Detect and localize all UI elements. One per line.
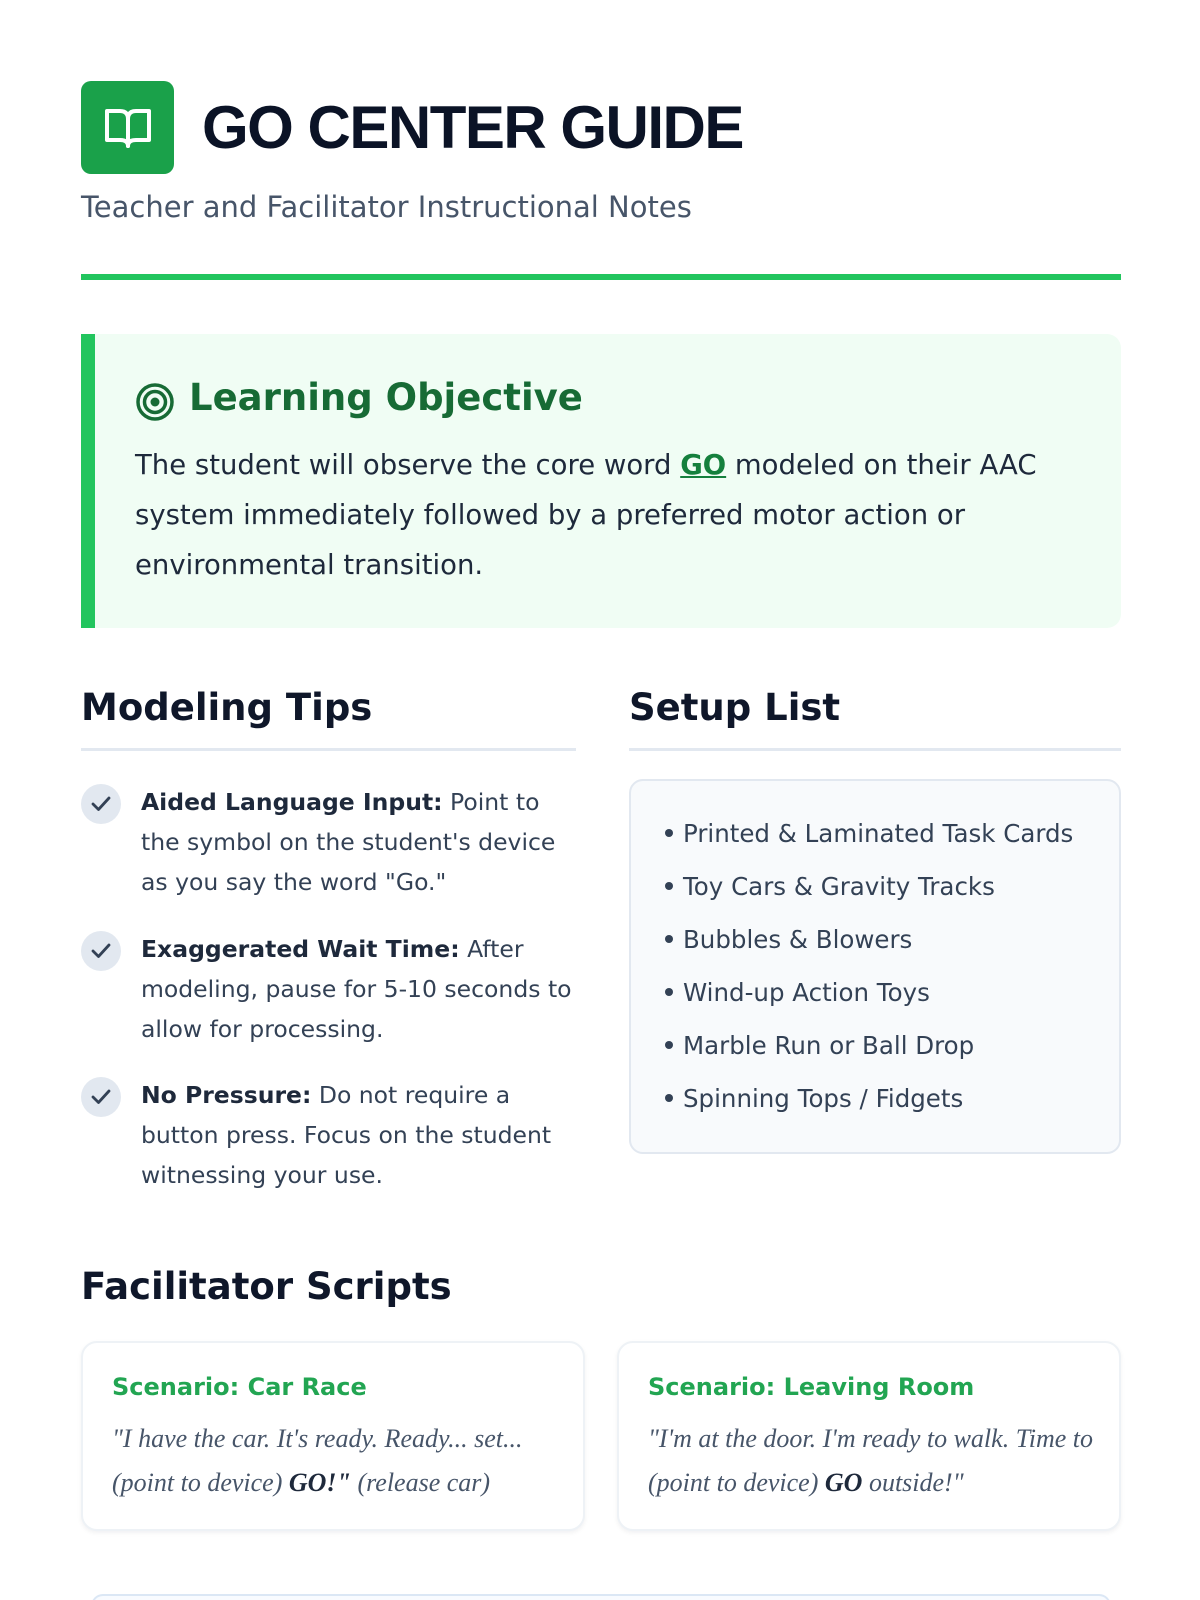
setup-list-item: Marble Run or Ball Drop — [665, 1031, 974, 1060]
script-card-text: "I have the car. It's ready. Ready... set... (point to device) GO!" (release car) — [112, 1424, 523, 1497]
tip-text: Point to the symbol on the student's device as you say the word "Go." — [141, 788, 556, 896]
checkmark-icon — [81, 784, 121, 824]
tip-label: Exaggerated Wait Time: — [141, 935, 460, 963]
page-title: GO CENTER GUIDE — [202, 94, 743, 161]
bullet-icon — [665, 829, 673, 837]
setup-list-item: Printed & Laminated Task Cards — [665, 819, 1073, 848]
setup-list-item: Bubbles & Blowers — [665, 925, 912, 954]
script-card-car-race — [81, 1341, 585, 1531]
page-header — [81, 81, 1121, 181]
modeling-tips-heading: Modeling Tips — [81, 686, 373, 729]
script-card-text: "I'm at the door. I'm ready to walk. Time to (point to device) GO outside!" — [648, 1424, 1093, 1497]
tip-text: Do not require a button press. Focus on the student witnessing your use. — [141, 1081, 552, 1189]
checkmark-icon — [81, 931, 121, 971]
core-word: GO — [680, 449, 727, 481]
page-subtitle: Teacher and Facilitator Instructional Notes — [81, 190, 692, 224]
learning-objective-panel — [81, 334, 1121, 628]
setup-list-item: Spinning Tops / Fidgets — [665, 1084, 963, 1113]
bullet-icon — [665, 1094, 673, 1102]
bullet-icon — [665, 988, 673, 996]
header-divider — [81, 274, 1121, 280]
checkmark-icon — [81, 1077, 121, 1117]
objective-title: Learning Objective — [189, 376, 583, 419]
setup-list-item: Toy Cars & Gravity Tracks — [665, 872, 995, 901]
next-section-edge — [91, 1594, 1111, 1600]
bullet-icon — [665, 882, 673, 890]
bullet-icon — [665, 1041, 673, 1049]
tip-text: After modeling, pause for 5-10 seconds to allow for processing. — [141, 935, 572, 1043]
script-card-title: Scenario: Car Race — [112, 1373, 367, 1401]
objective-text: The student will observe the core word GO modeled on their AAC system immediately followed by a preferred motor action or environmental transition. — [135, 449, 1037, 581]
setup-list-item: Wind-up Action Toys — [665, 978, 930, 1007]
facilitator-scripts-heading: Facilitator Scripts — [81, 1265, 452, 1308]
script-card-leaving-room — [617, 1341, 1121, 1531]
target-icon — [135, 382, 175, 422]
setup-list-heading: Setup List — [629, 686, 841, 729]
setup-list-divider — [629, 748, 1121, 751]
tip-label: No Pressure: — [141, 1081, 312, 1109]
modeling-tips-divider — [81, 748, 576, 751]
script-card-title: Scenario: Leaving Room — [648, 1373, 975, 1401]
open-book-icon — [81, 81, 174, 174]
tip-label: Aided Language Input: — [141, 788, 443, 816]
bullet-icon — [665, 935, 673, 943]
setup-list-box — [629, 779, 1121, 1154]
